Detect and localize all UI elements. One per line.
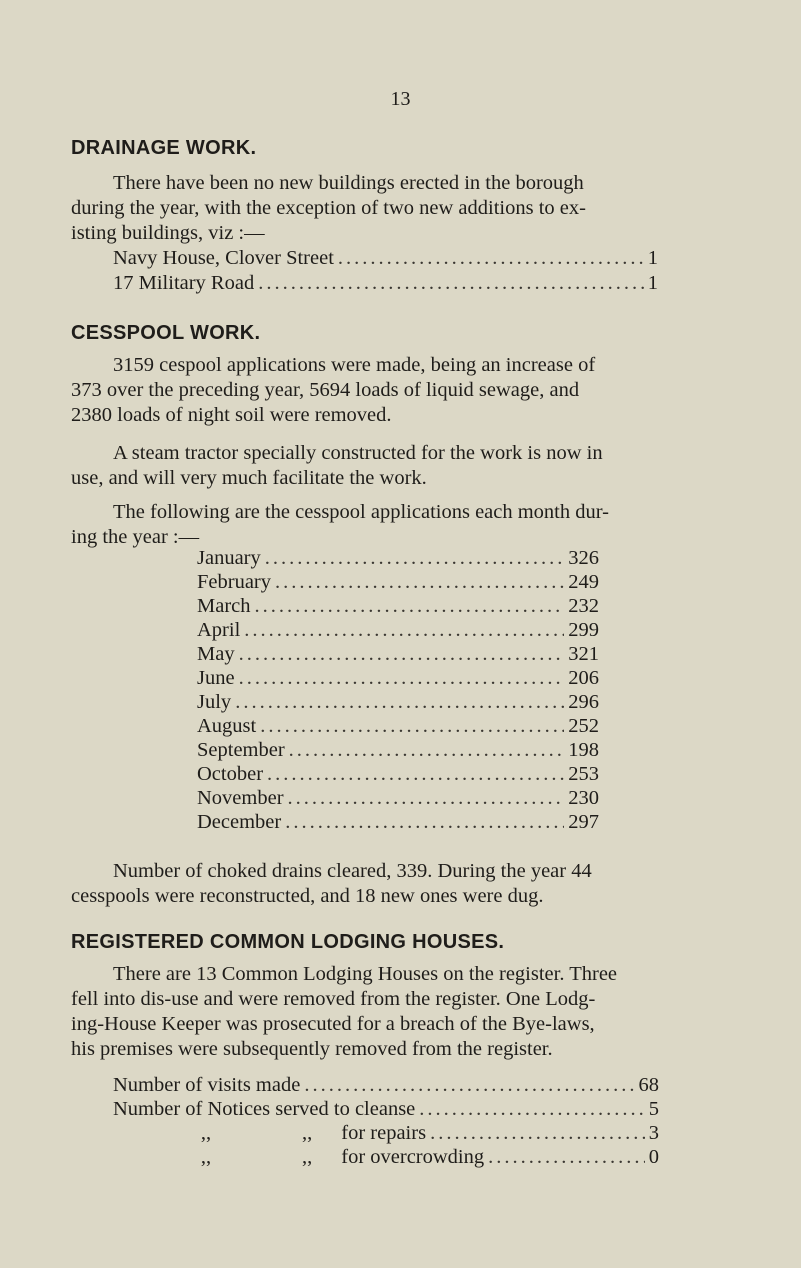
month-row [197,642,599,666]
item-value: 1 [647,247,658,269]
leader-dots [275,570,564,594]
item-label: Navy House, Clover Street [113,247,334,269]
paragraph-line: 2380 loads of night soil were removed. [71,404,392,426]
drainage-heading: DRAINAGE WORK. [71,137,257,159]
item-label-text: for repairs [341,1122,427,1144]
leader-dots [289,738,565,762]
paragraph-line: cesspools were reconstructed, and 18 new ones were dug. [71,885,544,907]
paragraph-line: ing the year :— [71,526,200,548]
month-row [197,762,599,786]
item-value: 5 [648,1098,659,1120]
list-item [113,1073,659,1097]
ditto-mark: ,, [302,1146,313,1168]
paragraph-line: his premises were subsequently removed from the register. [71,1038,553,1060]
lodging-heading: REGISTERED COMMON LODGING HOUSES. [71,931,505,953]
month-label: August [197,715,257,737]
leader-dots [260,714,564,738]
leader-dots [419,1097,644,1121]
paragraph-line: isting buildings, viz :— [71,222,265,244]
month-row [197,690,599,714]
item-value: 3 [648,1122,659,1144]
month-label: September [197,739,285,761]
month-row [197,786,599,810]
lodging-paragraph [71,962,726,1062]
month-row [197,546,599,570]
leader-dots [239,666,565,690]
month-value: 232 [568,595,599,617]
leader-dots [255,594,565,618]
leader-dots [235,690,564,714]
month-label: December [197,811,282,833]
item-value: 68 [638,1074,659,1096]
leader-dots [338,246,644,270]
leader-dots [285,810,564,834]
paragraph-line: 3159 cespool applications were made, being an increase of [113,354,596,376]
paragraph-line: There are 13 Common Lodging Houses on the register. Three [113,963,618,985]
ditto-mark: ,, [302,1122,313,1144]
month-value: 230 [568,787,599,809]
paragraph-line: 373 over the preceding year, 5694 loads of liquid sewage, and [71,379,580,401]
item-value: 0 [648,1146,659,1168]
month-label: July [197,691,232,713]
leader-dots [488,1145,645,1169]
paragraph-line: during the year, with the exception of two new additions to ex- [71,197,586,219]
ditto-mark: ,, [200,1122,212,1144]
month-row [197,714,599,738]
leader-dots [244,618,564,642]
list-item [113,271,658,295]
leader-dots [288,786,565,810]
month-label: November [197,787,284,809]
month-value: 326 [568,547,599,569]
list-item [185,1121,659,1145]
list-item [113,1097,659,1121]
month-value: 198 [568,739,599,761]
month-value: 296 [568,691,599,713]
paragraph-line: ing-House Keeper was prosecuted for a breach of the Bye-laws, [71,1013,595,1035]
paragraph-line: The following are the cesspool applications each month dur- [113,501,609,523]
cesspool-paragraph-2 [71,441,726,491]
ditto-mark: ,, [200,1146,212,1168]
leader-dots [239,642,565,666]
cesspool-paragraph-1 [71,353,726,428]
cesspool-paragraph-4 [71,859,726,909]
month-label: February [197,571,272,593]
item-label [185,1145,484,1169]
month-value: 321 [568,643,599,665]
paragraph-line: Number of choked drains cleared, 339. During the year 44 [113,860,592,882]
month-value: 252 [568,715,599,737]
month-row [197,666,599,690]
month-value: 249 [568,571,599,593]
item-value: 1 [647,272,658,294]
month-row [197,738,599,762]
month-value: 299 [568,619,599,641]
paragraph-line: use, and will very much facilitate the work. [71,467,427,489]
month-row [197,570,599,594]
month-row [197,594,599,618]
leader-dots [258,271,644,295]
list-item [185,1145,659,1169]
list-item [113,246,658,270]
month-label: June [197,667,235,689]
month-label: April [197,619,241,641]
month-value: 253 [568,763,599,785]
month-row [197,810,599,834]
item-label: 17 Military Road [113,272,255,294]
month-value: 206 [568,667,599,689]
month-value: 297 [568,811,599,833]
cesspool-heading: CESSPOOL WORK. [71,322,261,344]
month-label: March [197,595,251,617]
drainage-paragraph [71,171,726,246]
paragraph-line: A steam tractor specially constructed for the work is now in [113,442,603,464]
item-label-text: for overcrowding [341,1146,485,1168]
leader-dots [267,762,564,786]
item-label: Number of visits made [113,1074,301,1096]
paragraph-line: fell into dis-use and were removed from the register. One Lodg- [71,988,596,1010]
month-label: May [197,643,235,665]
paragraph-line: There have been no new buildings erected in the borough [113,172,584,194]
cesspool-paragraph-3 [71,500,726,550]
month-label: October [197,763,264,785]
leader-dots [430,1121,645,1145]
item-label: Number of Notices served to cleanse [113,1098,416,1120]
item-label [185,1121,426,1145]
leader-dots [265,546,564,570]
page-number: 13 [390,88,411,110]
leader-dots [304,1073,634,1097]
month-row [197,618,599,642]
month-label: January [197,547,261,569]
